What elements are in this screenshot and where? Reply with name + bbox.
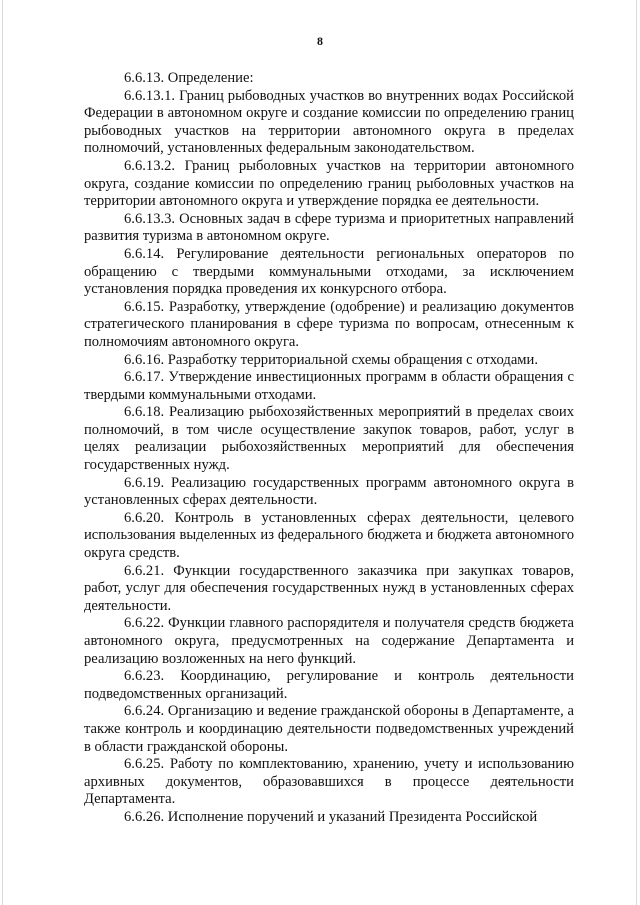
paragraph-6-6-13-2: 6.6.13.2. Границ рыболовных участков на территории автономного округа, создание комиссии по определению границ рыболовных участков на территории автономного округа и утверждение порядка ее деятельности. <box>84 157 574 210</box>
paragraph-6-6-24: 6.6.24. Организацию и ведение гражданской обороны в Департаменте, а также контроль и координацию деятельности подведомственных учреждений в области гражданской обороны. <box>84 703 574 755</box>
paragraph-6-6-13-1: 6.6.13.1. Границ рыбоводных участков во внутренних водах Российской Федерации в автономном округе и создание комиссии по определению границ рыбоводных участков на территории автономного округа в пределах полномочий, установленных федеральным законодательством. <box>84 87 574 157</box>
page-number: 8 <box>317 34 323 48</box>
paragraph-6-6-25: 6.6.25. Работу по комплектованию, хранению, учету и использованию архивных документов, образовавшихся в процессе деятельности Департамента. <box>84 756 574 808</box>
paragraph-6-6-22: 6.6.22. Функции главного распорядителя и получателя средств бюджета автономного округа, предусмотренных на содержание Департамента и реализацию возложенных на него функций. <box>84 615 574 667</box>
paragraph-6-6-14: 6.6.14. Регулирование деятельности региональных операторов по обращению с твердыми коммунальными отходами, за исключением установления порядка проведения их конкурсного отбора. <box>84 245 574 298</box>
paragraph-6-6-15: 6.6.15. Разработку, утверждение (одобрение) и реализацию документов стратегического планирования в сфере туризма по вопросам, отнесенным к полномочиям автономного округа. <box>84 298 574 350</box>
paragraph-6-6-26: 6.6.26. Исполнение поручений и указаний Президента Российской <box>124 808 538 825</box>
paragraph-6-6-21: 6.6.21. Функции государственного заказчика при закупках товаров, работ, услуг для обеспечения государственных нужд в установленных сферах деятельности. <box>84 562 574 614</box>
paragraph-6-6-13-3: 6.6.13.3. Основных задач в сфере туризма и приоритетных направлений развития туризма в автономном округе. <box>84 210 574 245</box>
scan-edge-right <box>636 0 637 905</box>
paragraph-6-6-13: 6.6.13. Определение: <box>124 70 254 86</box>
paragraph-6-6-18: 6.6.18. Реализацию рыбохозяйственных мероприятий в пределах своих полномочий, в том числе осуществление закупок товаров, работ, услуг в целях реализации рыбохозяйственных мероприятий для обеспечения государственных нужд. <box>84 404 574 474</box>
paragraph-6-6-19: 6.6.19. Реализацию государственных программ автономного округа в установленных сферах деятельности. <box>84 474 574 509</box>
paragraph-6-6-23: 6.6.23. Координацию, регулирование и контроль деятельности подведомственных организаций. <box>84 668 574 702</box>
paragraph-6-6-16: 6.6.16. Разработку территориальной схемы обращения с отходами. <box>124 351 539 368</box>
paragraph-6-6-17: 6.6.17. Утверждение инвестиционных программ в области обращения с твердыми коммунальными отходами. <box>84 369 574 403</box>
document-body <box>84 70 574 827</box>
paragraph-6-6-20: 6.6.20. Контроль в установленных сферах деятельности, целевого использования выделенных из федерального бюджета и бюджета автономного округа средств. <box>84 509 574 562</box>
scan-edge-left <box>2 0 3 905</box>
